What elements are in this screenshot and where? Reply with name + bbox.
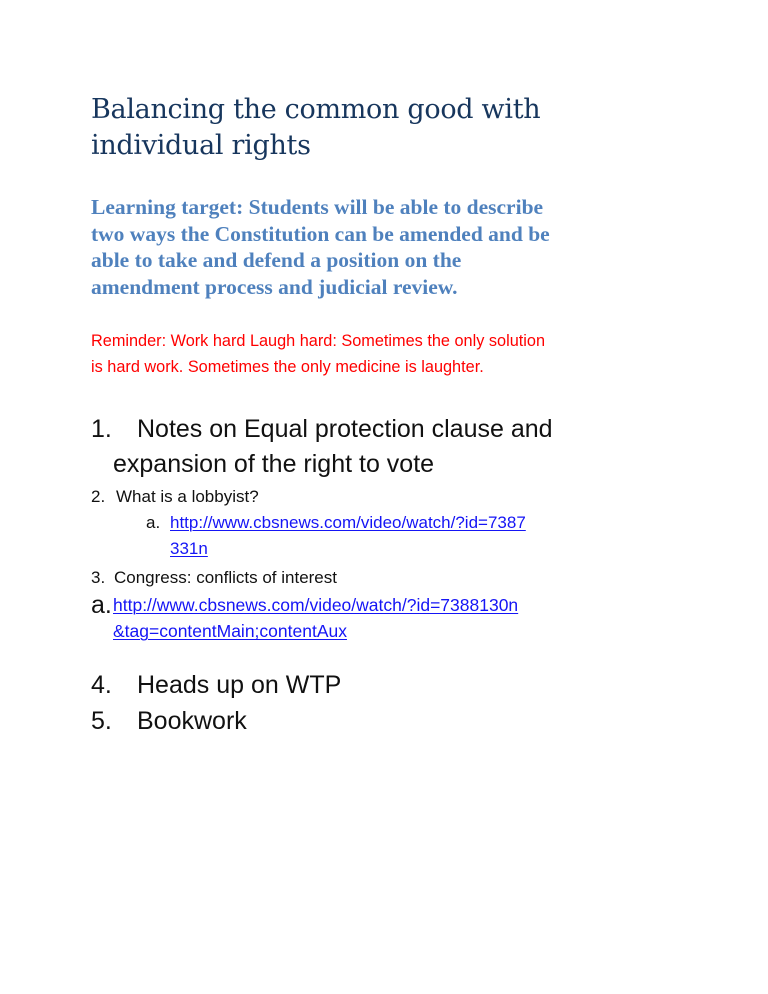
title-line-2: individual rights bbox=[91, 130, 311, 161]
learning-target-line: Learning target: Students will be able to describe bbox=[91, 195, 544, 219]
sub-list-marker: a. bbox=[91, 591, 112, 619]
reminder-line: is hard work. Sometimes the only medicine is laughter. bbox=[91, 358, 484, 376]
cbsnews-lobbyist-link-continued[interactable]: 331n bbox=[170, 539, 208, 558]
list-number: 3. bbox=[91, 568, 106, 587]
agenda-item-text: What is a lobbyist? bbox=[116, 487, 259, 506]
learning-target-line: amendment process and judicial review. bbox=[91, 274, 458, 299]
cbsnews-congress-link[interactable]: http://www.cbsnews.com/video/watch/?id=7388130n bbox=[113, 595, 519, 615]
agenda-item-text: Heads up on WTP bbox=[137, 671, 342, 699]
agenda-item-text: Bookwork bbox=[137, 707, 247, 735]
learning-target-line: able to take and defend a position on the bbox=[91, 248, 462, 272]
list-number: 2. bbox=[91, 487, 106, 506]
cbsnews-lobbyist-link[interactable]: http://www.cbsnews.com/video/watch/?id=7387 bbox=[170, 513, 526, 532]
cbsnews-congress-link-continued[interactable]: &tag=contentMain;contentAux bbox=[113, 621, 347, 641]
list-number: 5. bbox=[91, 707, 112, 735]
list-number: 1. bbox=[91, 415, 112, 443]
reminder-line: Reminder: Work hard Laugh hard: Sometimes the only solution bbox=[91, 332, 545, 350]
title-line-1: Balancing the common good with bbox=[91, 94, 541, 125]
list-number: 4. bbox=[91, 671, 112, 699]
sub-list-marker: a. bbox=[146, 513, 161, 532]
agenda-item-text: Notes on Equal protection clause and bbox=[137, 415, 553, 443]
agenda-item-text: expansion of the right to vote bbox=[113, 450, 435, 478]
page-title bbox=[91, 92, 651, 164]
learning-target bbox=[91, 194, 691, 300]
learning-target-line: two ways the Constitution can be amended and be bbox=[91, 221, 550, 246]
reminder-note bbox=[91, 328, 681, 380]
agenda-item-text: Congress: conflicts of interest bbox=[114, 568, 337, 587]
